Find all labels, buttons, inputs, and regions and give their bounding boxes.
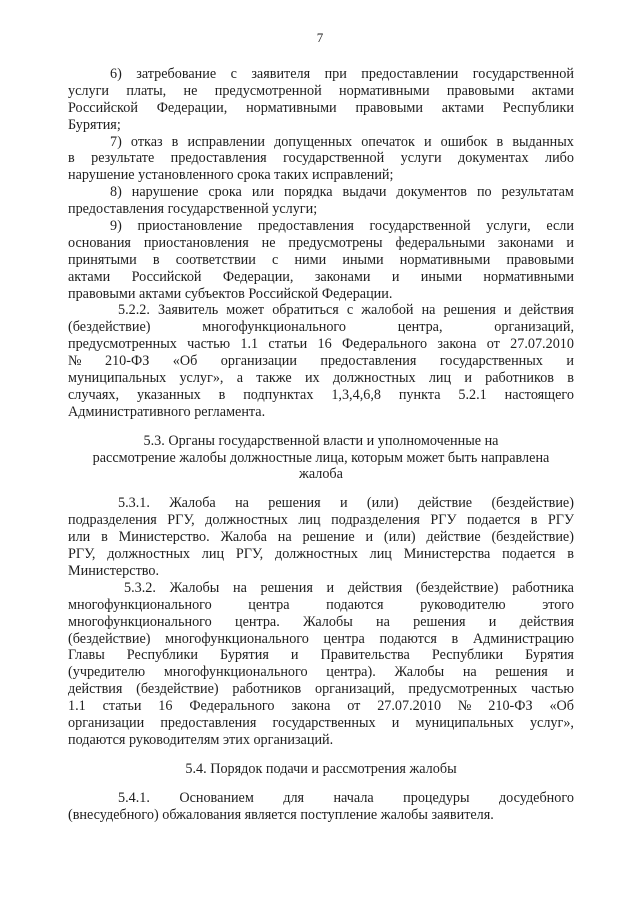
word: актами [68,268,111,285]
paragraph [68,134,574,185]
word: отказ [130,133,163,150]
word: в [152,251,160,268]
word: услуги [68,82,109,99]
word: лиц [201,546,225,563]
word: или [68,529,91,546]
word: Федерального [342,336,428,353]
word: 16 [158,698,173,715]
word: на [462,664,477,681]
section-heading [68,761,574,790]
word: законами [314,268,371,285]
word: не [183,82,198,99]
word: Министерства [403,546,491,563]
line-text: жалоба [299,466,343,483]
word: правовыми [506,251,574,268]
line-text: подаются руководителям этих организаций. [68,731,334,748]
word: услуг», [179,370,224,387]
word: исправлении [187,133,265,150]
word: ошибок [440,133,488,150]
word: актами [441,99,484,116]
word: предоставления [257,218,354,235]
word: по [476,184,492,201]
text-line [68,807,574,824]
text-line [68,529,574,546]
text-line [68,66,574,83]
word: центра, [397,319,443,336]
word: нормативными [399,251,491,268]
word: Жалоба [220,529,267,546]
word: государственных [439,353,543,370]
word: РГУ [430,512,457,529]
word: приостановление [137,218,243,235]
word: должностных [205,512,288,529]
word: допущенных [274,133,353,150]
word: (или) [366,495,399,512]
word: лиц [369,546,392,563]
word: и [566,234,574,251]
word: и [365,529,374,546]
word: иными [420,268,463,285]
word: решения [268,495,321,512]
word: «Об [172,353,198,370]
word: должностных [332,370,416,387]
text-line [68,150,574,167]
word: или [251,184,275,201]
word: многофункционального [202,319,346,336]
word: (бездействие) [136,681,219,698]
word: должностных [107,546,190,563]
word: решения [495,664,548,681]
line-text: предоставления государственной услуги; [68,201,318,218]
word: 1.1 [68,698,86,715]
word: в [68,150,75,167]
word: на [235,495,249,512]
word: муниципальных [68,370,167,387]
text-line [68,235,574,252]
word: организации [68,714,145,731]
word: 6) [110,66,122,82]
word: решения [260,579,313,596]
word: в [218,386,226,403]
word: действия [68,681,123,698]
word: (бездействие) [68,319,151,336]
word: Жалобы [394,664,445,681]
word: частью [531,681,574,698]
word: 16 [317,336,332,353]
heading-line [68,466,574,483]
word: РГУ, [68,546,96,563]
line-text: Министерство. [68,562,160,579]
text-line [68,269,574,286]
word: многофункционального [68,596,212,613]
word: и [423,133,432,150]
word: 7) [110,133,122,150]
word: 5.4.1. [118,789,150,806]
word: Главы [68,647,105,664]
section-gap [68,421,574,433]
word: документов [396,184,467,201]
text-line [68,698,574,715]
word: (бездействие) [68,630,151,647]
word: государственной [369,218,471,235]
word: Жалобы [303,613,353,630]
word: результате [91,150,155,167]
word: и [566,353,574,370]
text-line [68,495,574,512]
word: Республики [431,647,504,664]
text-line [68,631,574,648]
word: с [272,251,279,268]
word: не [261,234,276,251]
word: подается [466,512,521,529]
word: муниципальных [415,714,514,731]
word: порядка [284,184,333,201]
word: 27.07.2010 [510,336,574,353]
text-line [68,580,574,597]
word: законами [497,234,554,251]
word: подаются [326,596,384,613]
word: с [346,302,354,319]
word: 27.07.2010 [377,698,442,715]
text-line [68,387,574,404]
word: действие [426,529,481,546]
word: настоящего [504,386,574,403]
word: их [304,370,320,387]
text-line [68,286,574,303]
word: указанных [136,386,201,403]
word: центра. [234,613,280,630]
word: государственной [472,66,574,82]
word: 1,3,4,6,8 [331,386,381,403]
word: в [101,529,108,546]
line-text: 5.4. Порядок подачи и рассмотрения жалобы [185,760,457,777]
line-text: (внесудебного) обжалования является поступление жалобы заявителя. [68,806,494,823]
word: срока [208,184,242,201]
word: (или) [383,529,416,546]
section-heading [68,433,574,496]
word: предоставлении [361,66,459,82]
word: результатам [501,184,574,201]
word: 9) [110,218,122,235]
word: и [464,370,472,387]
word: на [421,302,436,319]
text-line [68,614,574,631]
word: если [546,218,574,235]
text-line [68,83,574,100]
word: актами [531,82,574,99]
word: на [376,613,390,630]
word: № [68,353,82,370]
line-text: рассмотрение жалобы должностные лица, которым может быть направлена [92,449,550,466]
word: лиц [428,370,452,387]
paragraph [68,790,574,824]
word: № [457,698,472,715]
text-line [68,597,574,614]
text-line [68,336,574,353]
word: Бурятия [525,647,574,664]
word: в [567,546,574,563]
word: затребование [136,66,217,82]
text-line [68,664,574,681]
word: подпунктах [243,386,314,403]
word: подается [502,546,556,563]
word: подразделения [68,512,157,529]
word: соответствии [175,251,256,268]
heading-line [68,761,574,778]
word: выдачи [342,184,387,201]
word: 210-ФЗ [104,353,150,370]
word: статьи [102,698,142,715]
word: пункта [398,386,441,403]
heading-line [68,450,574,467]
word: от [486,336,500,353]
word: жалобой [361,302,414,319]
word: 5.2.2. [118,302,150,319]
word: услуги, [486,218,531,235]
paragraph [68,218,574,302]
text-line [68,167,574,184]
word: Российской [131,268,202,285]
word: РГУ, [235,546,264,563]
word: принятыми [68,251,137,268]
word: при [324,66,347,82]
paragraph [68,302,574,420]
word: действие [417,495,473,512]
word: лиц [298,512,321,529]
word: услуг», [529,714,574,731]
word: 8) [110,184,122,201]
word: центра [248,596,290,613]
text-line [68,117,574,134]
word: Основанием [179,789,254,806]
word: 210-ФЗ [488,698,533,715]
word: действия [519,302,574,319]
line-text: правовыми актами субъектов Российской Федерации. [68,285,393,302]
word: Жалоба [169,495,216,512]
text-line [68,790,574,807]
word: предоставления [160,714,257,731]
paragraph [68,66,574,134]
word: предоставления [320,353,417,370]
line-text: Бурятия; [68,116,121,133]
word: выданных [512,133,574,150]
word: Федерации, [156,99,228,116]
section-gap [68,483,574,495]
text-line [68,647,574,664]
word: и [326,579,335,596]
word: 5.2.1 [458,386,487,403]
word: «Об [549,698,574,715]
word: и [391,714,400,731]
word: в [567,370,574,387]
text-line [68,681,574,698]
text-line [68,184,574,201]
word: (бездействие) [491,529,574,546]
word: Российской [68,99,138,116]
word: решения [413,613,466,630]
word: Республики [502,99,574,116]
word: предусмотрены [288,234,383,251]
word: ними [294,251,327,268]
word: работника [512,579,574,596]
word: нормативными [246,99,337,116]
word: в [171,133,179,150]
text-line [68,512,574,529]
text-line [68,546,574,563]
heading-line [68,433,574,450]
text-line [68,353,574,370]
text-line [68,252,574,269]
word: для [283,789,305,806]
text-line [68,732,574,749]
word: предусмотренных [408,681,518,698]
document-body [68,66,574,823]
line-text: Административного регламента. [68,403,266,420]
word: центра [323,630,365,647]
paragraph [68,184,574,218]
text-line [68,563,574,580]
word: и [566,664,574,681]
word: платы, [126,82,167,99]
word: приостановления [143,234,249,251]
word: на [277,529,292,546]
word: случаях, [68,386,120,403]
word: и [488,613,497,630]
word: обратиться [272,302,339,319]
word: Заявитель [157,302,219,319]
word: в [451,630,459,647]
word: в [496,133,504,150]
word: Министерство. [118,529,210,546]
word: многофункционального [68,613,212,630]
word: действия [347,579,403,596]
word: и [391,268,400,285]
word: работников [485,370,554,387]
section-gap [68,778,574,790]
word: заявителя [251,66,311,82]
word: Федерального [189,698,275,715]
word: опечаток [361,133,415,150]
word: закона [291,698,331,715]
text-line [68,302,574,319]
word: услуги [400,150,442,167]
section-gap [68,749,574,761]
word: 5.3.1. [118,495,150,512]
word: нарушение [131,184,199,201]
text-line [68,319,574,336]
word: а [236,370,244,387]
word: предусмотренной [214,82,322,99]
word: документах [458,150,529,167]
word: работников [232,681,302,698]
word: Администрацию [472,630,574,647]
word: решение [302,529,355,546]
word: (бездействие) [415,579,499,596]
word: 1.1 [240,336,259,353]
word: федеральными [395,234,486,251]
text-line [68,715,574,732]
word: государственной [283,150,385,167]
word: иными [342,251,384,268]
word: на [232,579,247,596]
word: многофункционального [165,630,309,647]
word: досудебного [498,789,574,806]
word: начала [333,789,374,806]
word: предусмотренных [68,336,177,353]
paragraph [68,495,574,579]
page-number: 7 [316,30,324,45]
word: действия [519,613,574,630]
text-line [68,201,574,218]
word: и [503,302,512,319]
text-line [68,134,574,151]
word: нормативными [483,268,574,285]
word: подаются [379,630,437,647]
word: либо [544,150,574,167]
word: статьи [268,336,308,353]
text-line [68,100,574,117]
word: Правительства [320,647,410,664]
word: организаций, [314,681,395,698]
word: нормативными [339,82,430,99]
word: должностных [275,546,358,563]
word: организаций, [494,319,574,336]
word: решения [443,302,496,319]
word: также [256,370,292,387]
word: может [226,302,265,319]
line-text: нарушение установленного срока таких исправлений; [68,167,394,184]
word: процедуры [403,789,470,806]
word: с [230,66,237,82]
word: Жалобы [169,579,220,596]
word: этого [542,596,574,613]
word: закона [437,336,477,353]
word: (учредителю [68,664,146,681]
word: правовыми [446,82,515,99]
word: частью [187,336,231,353]
word: государственных [272,714,376,731]
word: РГУ [547,512,574,529]
word: в [530,512,538,529]
line-text: 5.3. Органы государственной власти и уполномоченные на [143,432,499,449]
word: предоставления [170,150,267,167]
text-line [68,218,574,235]
word: организации [220,353,297,370]
word: центра). [326,664,376,681]
word: руководителю [420,596,506,613]
word: подразделения [331,512,420,529]
paragraph [68,580,574,749]
word: 5.3.2. [124,579,156,596]
word: РГУ, [167,512,195,529]
word: Бурятия [220,647,269,664]
text-line [68,370,574,387]
word: (бездействие) [491,495,574,512]
word: Республики [126,647,198,664]
text-line [68,404,574,421]
word: от [347,698,361,715]
word: основания [68,234,131,251]
word: и [339,495,348,512]
word: многофункционального [163,664,308,681]
word: и [290,647,299,664]
word: Федерации, [222,268,294,285]
word: правовыми [355,99,423,116]
